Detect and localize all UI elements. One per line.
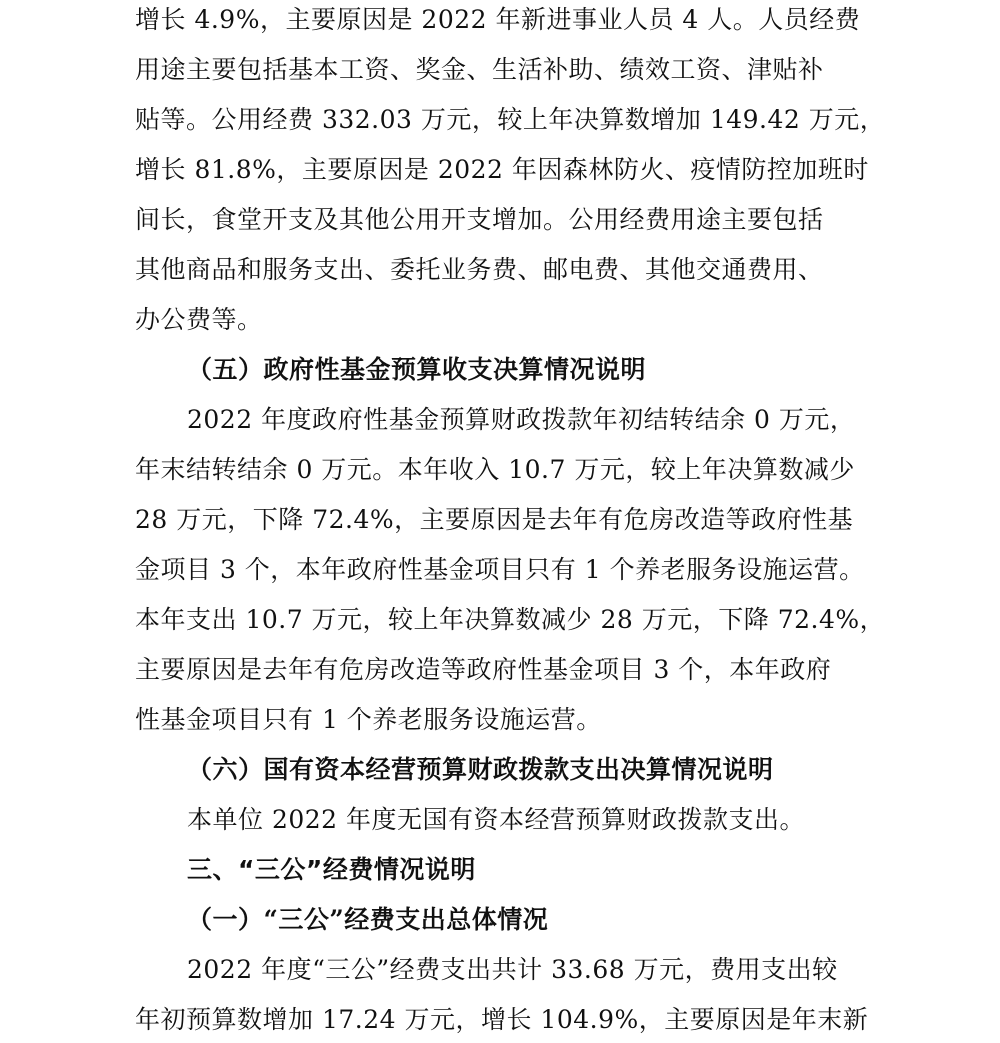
paragraph-line: 贴等。公用经费 332.03 万元，较上年决算数增加 149.42 万元， [135, 105, 886, 134]
section-heading-three-public-overview: （一）“三公”经费支出总体情况 [187, 905, 549, 934]
paragraph-line: 28 万元，下降 72.4%，主要原因是去年有危房改造等政府性基 [135, 505, 854, 534]
paragraph-line: 年末结转结余 0 万元。本年收入 10.7 万元，较上年决算数减少 [135, 455, 855, 484]
paragraph-line: 办公费等。 [135, 305, 263, 334]
paragraph-line: 金项目 3 个，本年政府性基金项目只有 1 个养老服务设施运营。 [135, 555, 865, 584]
chapter-heading-three-public: 三、“三公”经费情况说明 [187, 855, 476, 884]
paragraph-line: 2022 年度“三公”经费支出共计 33.68 万元，费用支出较 [187, 955, 838, 984]
paragraph-line: 间长，食堂开支及其他公用开支增加。公用经费用途主要包括 [135, 205, 824, 234]
paragraph-line: 2022 年度政府性基金预算财政拨款年初结转结余 0 万元， [187, 405, 856, 434]
paragraph-line: 本单位 2022 年度无国有资本经营预算财政拨款支出。 [187, 805, 806, 834]
section-heading-state-capital: （六）国有资本经营预算财政拨款支出决算情况说明 [187, 755, 774, 784]
paragraph-line: 增长 4.9%，主要原因是 2022 年新进事业人员 4 人。人员经费 [135, 5, 861, 34]
paragraph-line: 用途主要包括基本工资、奖金、生活补助、绩效工资、津贴补 [135, 55, 824, 84]
paragraph-line: 年初预算数增加 17.24 万元，增长 104.9%，主要原因是年末新 [135, 1005, 869, 1034]
paragraph-line: 主要原因是去年有危房改造等政府性基金项目 3 个，本年政府 [135, 655, 832, 684]
paragraph-line: 本年支出 10.7 万元，较上年决算数减少 28 万元，下降 72.4%， [135, 605, 886, 634]
paragraph-line: 其他商品和服务支出、委托业务费、邮电费、其他交通费用、 [135, 255, 824, 284]
paragraph-line: 性基金项目只有 1 个养老服务设施运营。 [135, 705, 602, 734]
section-heading-government-fund: （五）政府性基金预算收支决算情况说明 [187, 355, 647, 384]
paragraph-line: 增长 81.8%，主要原因是 2022 年因森林防火、疫情防控加班时 [135, 155, 869, 184]
